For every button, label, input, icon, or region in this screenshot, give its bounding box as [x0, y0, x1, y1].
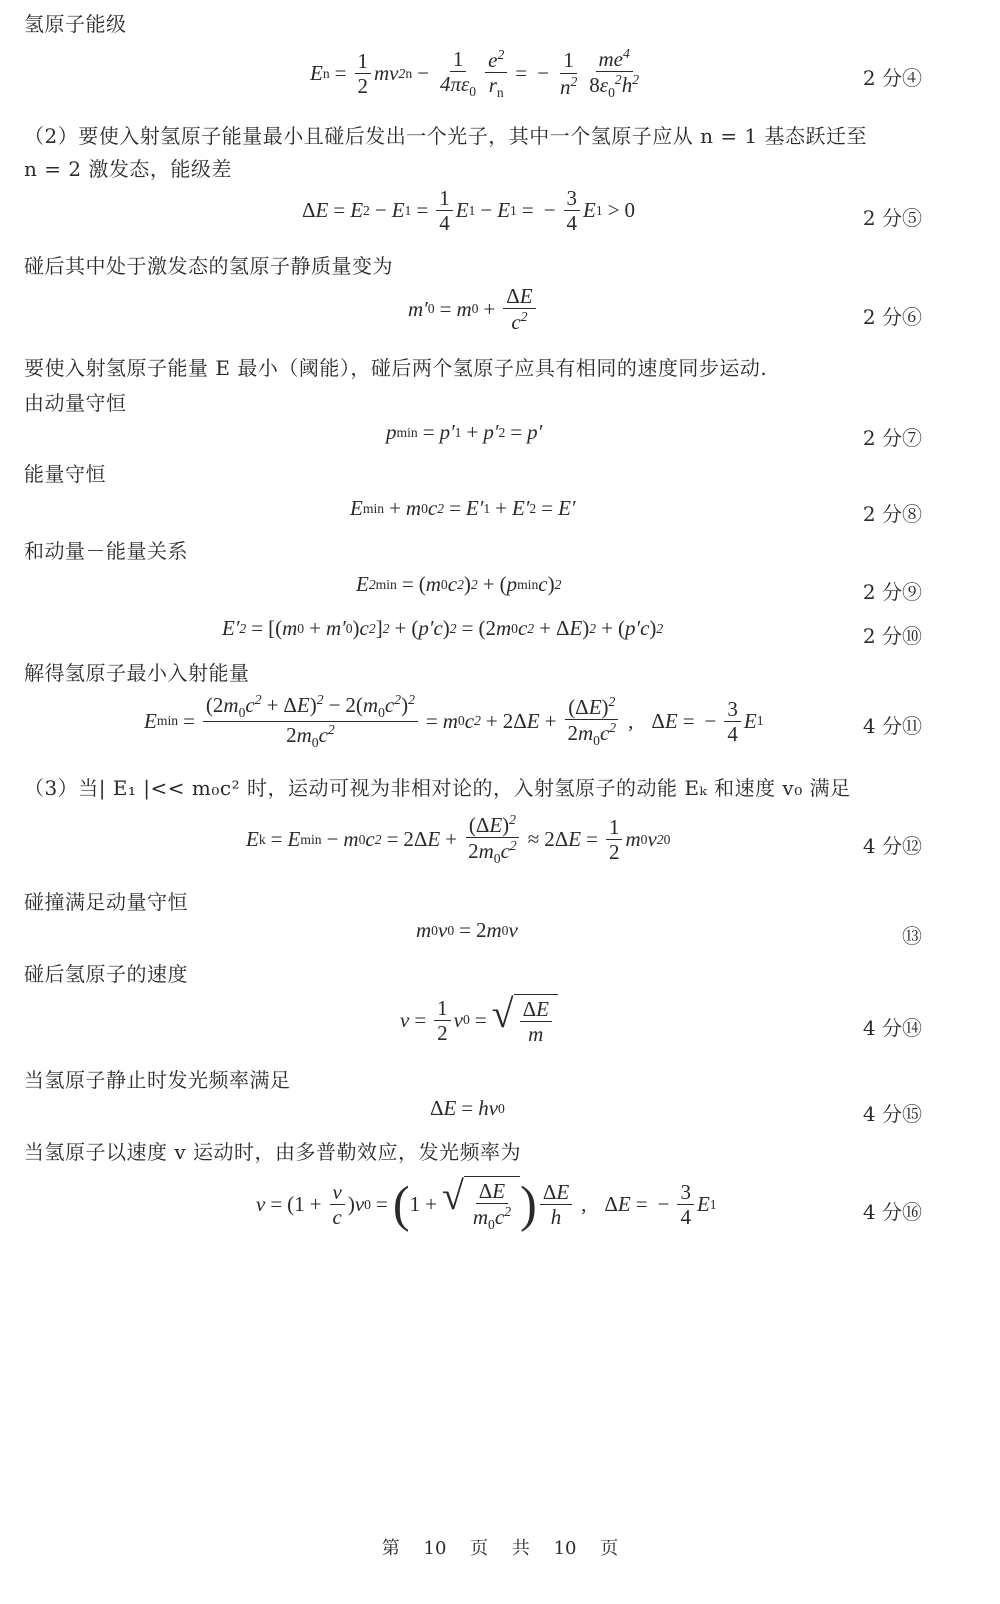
equation-11: E min = $\frac{(2m_0c^2 + \Delta E)^2 - 2(m_0c^2)^2}{2m_0c^2}$ = m 0 c 2 + 2Δ E + $\frac{(\Delta E)^2}{2m_0c^2}$ , Δ E = − $\frac{3}{4}$ E 1 [144, 692, 764, 751]
after-collision-mass-text: 碰后其中处于激发态的氢原子静质量变为 [24, 254, 393, 278]
score-15: 4 分⑮ [862, 1102, 922, 1126]
score-9: 2 分⑨ [862, 580, 922, 604]
part3-text: （3）当| E₁ |<< m₀c² 时，运动可视为非相对论的，入射氢原子的动能 Eₖ 和速度 v₀ 满足 [24, 776, 851, 800]
collision-momentum-text: 碰撞满足动量守恒 [24, 890, 188, 914]
score-14: 4 分⑭ [862, 1016, 922, 1040]
score-13: ⑬ [902, 924, 922, 948]
score-11: 4 分⑪ [862, 714, 922, 738]
energy-conservation-text: 能量守恒 [24, 462, 106, 486]
equation-13: m 0 v 0 = 2 m 0 v [416, 918, 518, 942]
score-4: 2 分④ [862, 66, 922, 90]
score-7: 2 分⑦ [862, 426, 922, 450]
score-10: 2 分⑩ [862, 624, 922, 648]
part2-line1: （2）要使入射氢原子能量最小且碰后发出一个光子，其中一个氢原子应从 n = 1 基态跃迁至 [24, 124, 868, 148]
equation-5: Δ E = E 2 − E 1 = $\frac{1}{4}$ E 1 − E 1 = − $\frac{3}{4}$ E 1 > 0 [302, 186, 636, 236]
equation-16: ν = (1 + $\frac{v}{c}$ ) ν 0 = ( 1 + √ $\frac{\Delta E}{m_0c^2}$ ) $\frac{\Delta E}{h}$ , Δ E = − $\frac{3}{4}$ E 1 [256, 1173, 717, 1233]
equation-6: m′ 0 = m 0 + $\frac{\Delta E}{c^2}$ [408, 284, 539, 334]
score-8: 2 分⑧ [862, 502, 922, 526]
page-footer: 第 10 页 共 10 页 [381, 1538, 619, 1559]
score-12: 4 分⑫ [862, 834, 922, 858]
sqrt-symbol: √ $\frac{\Delta E}{m_0c^2}$ [442, 1176, 520, 1233]
equation-12: E k = E min − m 0 c 2 = 2Δ E + $\frac{(\Delta E)^2}{2m_0c^2}$ ≈ 2Δ E = $\frac{1}{2}$ m 0 v 2 0 [246, 812, 671, 867]
equation-14: v = $\frac{1}{2}$ v 0 = √ $\frac{\Delta E}{m}$ [400, 994, 558, 1046]
momentum-energy-relation-text: 和动量－能量关系 [24, 539, 188, 563]
page-heading: 氢原子能级 [24, 12, 127, 36]
momentum-conservation-text: 由动量守恒 [24, 391, 127, 415]
sqrt-symbol: √ $\frac{\Delta E}{m}$ [492, 994, 558, 1046]
doppler-text: 当氢原子以速度 v 运动时，由多普勒效应，发光频率为 [24, 1140, 522, 1164]
part2-line2: n = 2 激发态，能级差 [24, 157, 232, 181]
equation-10: E′ 2 = [( m 0 + m′ 0 ) c 2 ] 2 + ( p′c ) 2 = (2 m 0 c 2 + Δ E ) 2 + ( p′c ) 2 [222, 616, 664, 640]
frequency-at-rest-text: 当氢原子静止时发光频率满足 [24, 1068, 291, 1092]
min-energy-condition-text: 要使入射氢原子能量 E 最小（阈能），碰后两个氢原子应具有相同的速度同步运动. [24, 356, 768, 380]
equation-15: Δ E = hν 0 [430, 1096, 505, 1120]
score-5: 2 分⑤ [862, 206, 922, 230]
solve-min-energy-text: 解得氢原子最小入射能量 [24, 661, 250, 685]
score-6: 2 分⑥ [862, 305, 922, 329]
equation-7: p min = p′ 1 + p′ 2 = p′ [386, 420, 543, 444]
equation-4: E n = $\frac{1}{2}$ mv 2 n − $\frac{1}{4\pi\varepsilon_0}$ $\frac{e^2}{r_n}$ = − $\frac{1}{n^2}$ $\frac{me^4}{8\varepsilon_0^2h^2}$ [310, 46, 640, 101]
equation-8: E min + m 0 c 2 = E′ 1 + E′ 2 = E′ [350, 496, 576, 520]
score-16: 4 分⑯ [862, 1200, 922, 1224]
velocity-after-text: 碰后氢原子的速度 [24, 962, 188, 986]
equation-9: E 2 min = ( m 0 c 2 ) 2 + ( p min c ) 2 [356, 572, 562, 596]
